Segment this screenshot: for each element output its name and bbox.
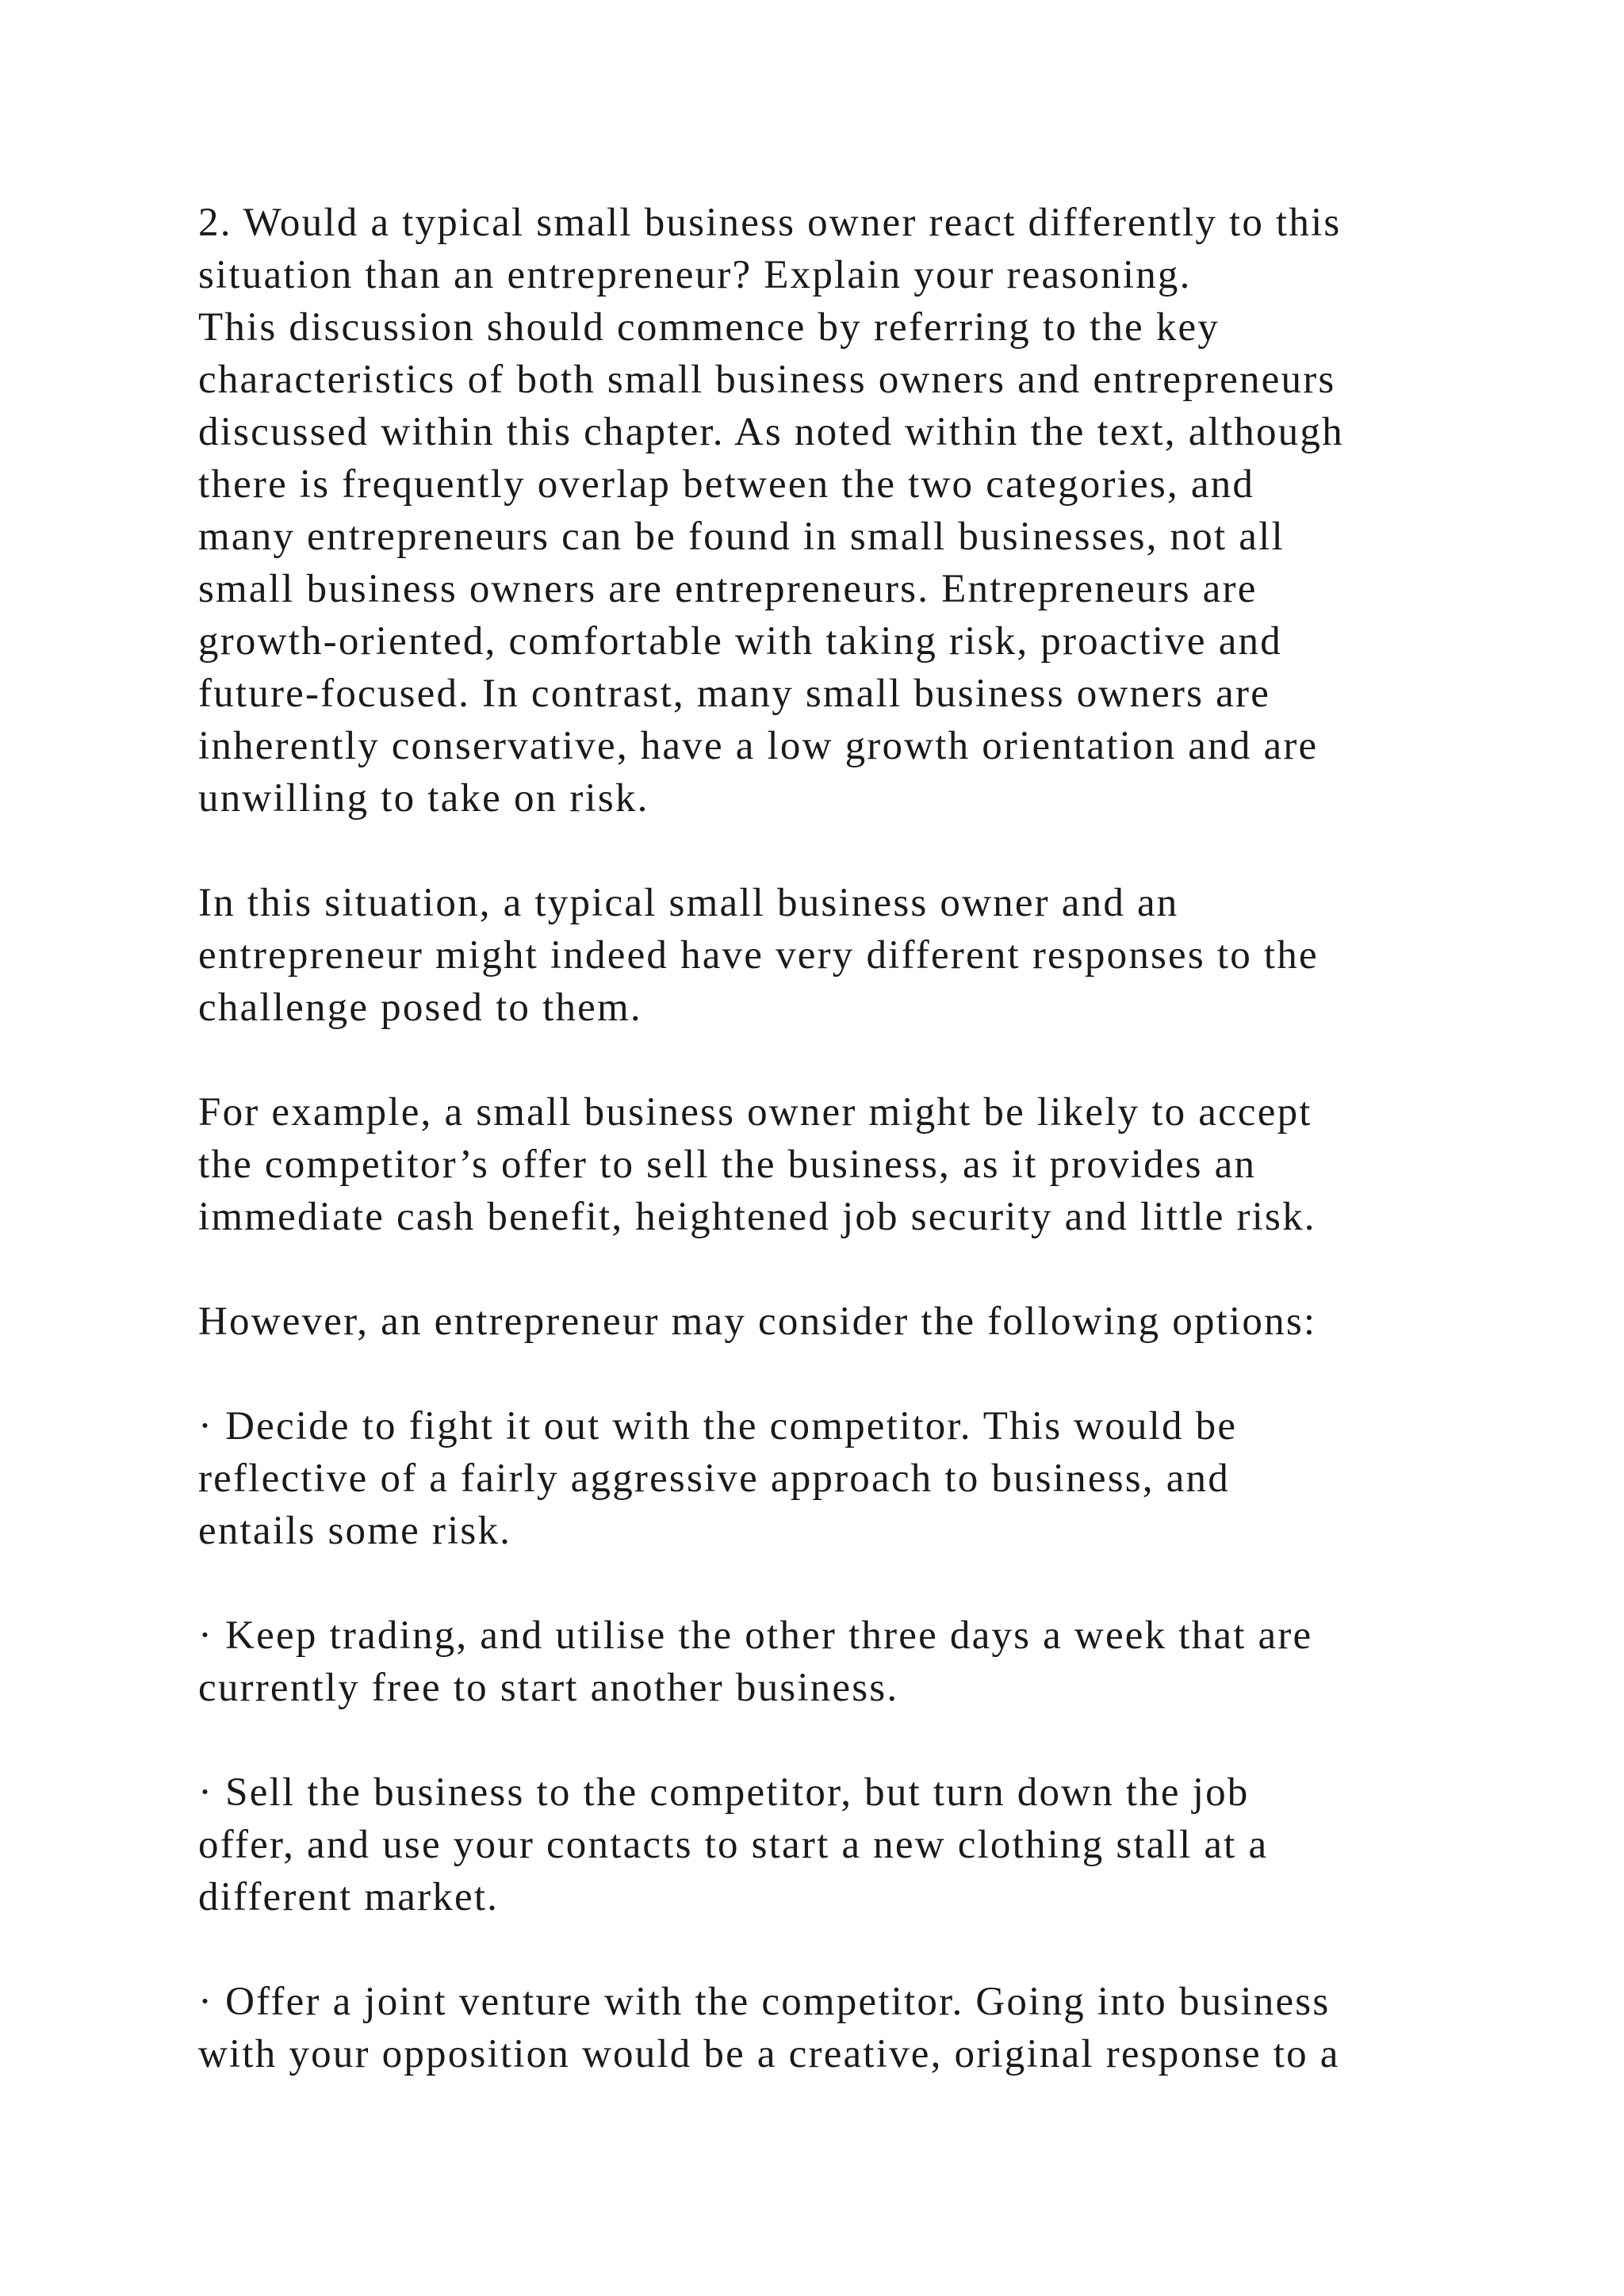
- text-line: reflective of a fairly aggressive approach to business, and: [198, 1456, 1230, 1501]
- text-line: situation than an entrepreneur? Explain your reasoning.: [198, 253, 1192, 297]
- text-line: · Sell the business to the competitor, but turn down the job: [198, 1770, 1250, 1815]
- paragraph-example: [198, 1086, 1483, 1243]
- text-line: · Keep trading, and utilise the other three days a week that are: [198, 1613, 1313, 1658]
- text-line: However, an entrepreneur may consider the following options:: [198, 1299, 1317, 1344]
- text-line: different market.: [198, 1875, 500, 1919]
- paragraph-gap: [198, 1714, 1483, 1766]
- bullet-option-2: [198, 1609, 1483, 1714]
- text-line: · Decide to fight it out with the competitor. This would be: [198, 1404, 1238, 1448]
- bullet-option-4: [198, 1976, 1483, 2080]
- text-line: entrepreneur might indeed have very different responses to the: [198, 933, 1319, 978]
- paragraph-options-intro: [198, 1295, 1483, 1348]
- text-line: offer, and use your contacts to start a new clothing stall at a: [198, 1823, 1269, 1867]
- text-line: This discussion should commence by referring to the key: [198, 305, 1220, 350]
- text-line: currently free to start another business.: [198, 1666, 899, 1710]
- text-line: immediate cash benefit, heightened job security and little risk.: [198, 1195, 1316, 1239]
- paragraph-gap: [198, 1034, 1483, 1086]
- text-line: challenge posed to them.: [198, 985, 642, 1030]
- paragraph-gap: [198, 825, 1483, 877]
- text-line: For example, a small business owner might be likely to accept: [198, 1090, 1312, 1135]
- paragraph-situation: [198, 877, 1483, 1034]
- paragraph-gap: [198, 1923, 1483, 1976]
- paragraph-gap: [198, 1243, 1483, 1295]
- text-line: characteristics of both small business owners and entrepreneurs: [198, 358, 1336, 402]
- text-line: unwilling to take on risk.: [198, 776, 649, 821]
- text-line: growth-oriented, comfortable with taking risk, proactive and: [198, 619, 1282, 664]
- text-line: In this situation, a typical small business owner and an: [198, 881, 1179, 925]
- text-line: 2. Would a typical small business owner react differently to this: [198, 201, 1342, 245]
- text-line: · Offer a joint venture with the competitor. Going into business: [198, 1980, 1331, 2024]
- paragraph-gap: [198, 1557, 1483, 1609]
- document-body: [198, 197, 1483, 2080]
- text-line: with your opposition would be a creative, original response to a: [198, 2032, 1340, 2076]
- bullet-option-3: [198, 1766, 1483, 1923]
- paragraph-question: [198, 197, 1483, 825]
- text-line: inherently conservative, have a low growth orientation and are: [198, 724, 1319, 768]
- paragraph-gap: [198, 1348, 1483, 1400]
- bullet-option-1: [198, 1400, 1483, 1557]
- text-line: future-focused. In contrast, many small business owners are: [198, 672, 1271, 716]
- text-line: small business owners are entrepreneurs. Entrepreneurs are: [198, 567, 1258, 611]
- text-line: discussed within this chapter. As noted within the text, although: [198, 410, 1344, 454]
- text-line: the competitor’s offer to sell the business, as it provides an: [198, 1142, 1257, 1187]
- text-line: many entrepreneurs can be found in small businesses, not all: [198, 515, 1285, 559]
- text-line: there is frequently overlap between the two categories, and: [198, 462, 1255, 507]
- text-line: entails some risk.: [198, 1509, 512, 1553]
